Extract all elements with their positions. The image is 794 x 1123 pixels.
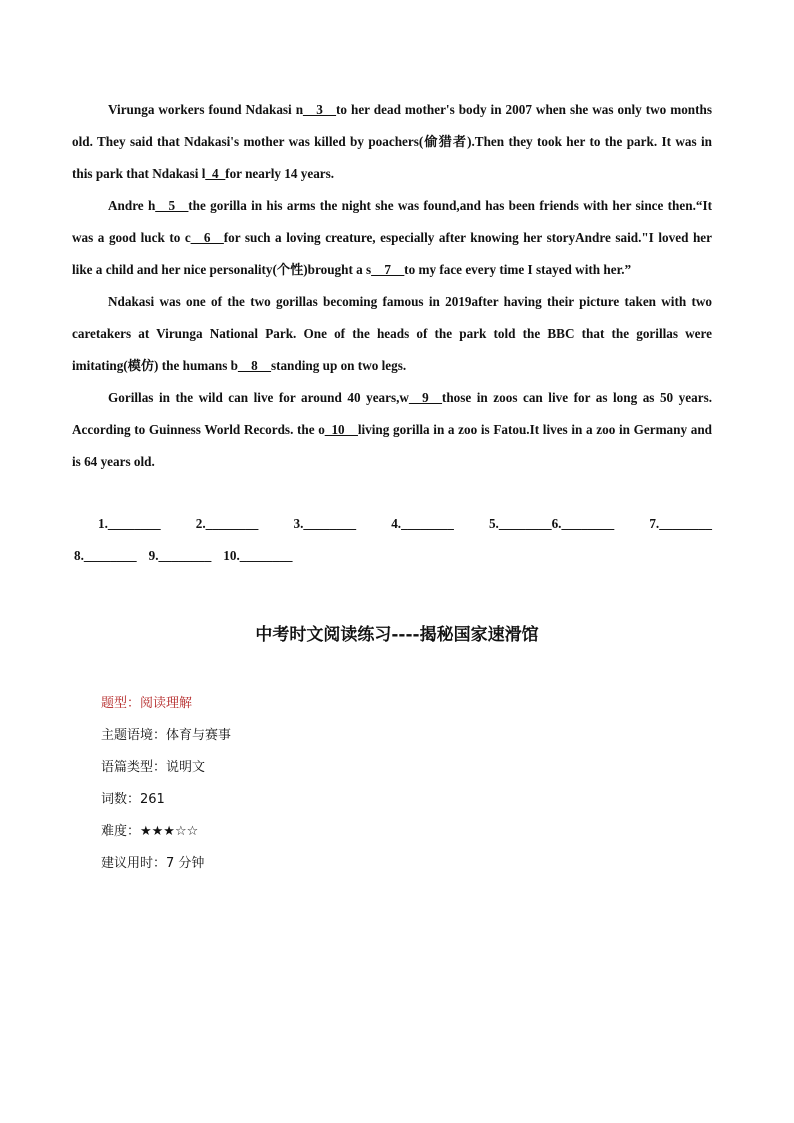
text-segment: for such a loving creature, especially after knowing her storyAndre said."I loved her like a child and her nice personality(个性)brought a s (72, 230, 712, 277)
text-segment: Virunga workers found Ndakasi n (108, 102, 304, 117)
answer-item: 2.________ (195, 516, 259, 531)
answer-item: 1.________ (98, 516, 161, 531)
text-segment: Gorillas in the wild can live for around 40 years,w (108, 390, 409, 405)
answer-item: 8.________ (74, 548, 137, 563)
paragraph-2 (72, 190, 712, 286)
blank-7: __7__ (371, 262, 405, 277)
answer-item: 7.________ (649, 516, 712, 531)
answer-item: 3.________ (293, 516, 357, 531)
text-genre: 语篇类型：说明文 (101, 760, 206, 775)
answer-row-1 (72, 508, 712, 540)
text-segment: the gorilla in his arms the night she was found,and has been friends with her since then.“It was a good luck to c (72, 198, 712, 245)
answer-item: 5.________6.________ (488, 516, 615, 531)
word-count: 词数：261 (101, 792, 165, 807)
answer-row-2 (72, 540, 712, 572)
blank-5: __5__ (155, 198, 189, 213)
blank-10: _10__ (324, 422, 358, 437)
blank-8: __8__ (237, 358, 271, 373)
blank-4: _4_ (205, 166, 226, 181)
blank-3: __3__ (303, 102, 337, 117)
paragraph-1 (72, 94, 712, 190)
text-segment: Andre h (108, 198, 156, 213)
exercise-info (101, 688, 231, 880)
text-segment: Ndakasi was one of the two gorillas becoming famous in 2019after having their picture taken with two caretakers at Virunga National Park. One of the heads of the park told the BBC that the gorillas were imitating(模仿) the humans b (72, 294, 712, 373)
difficulty-rating: 难度：★★★☆☆ (101, 824, 199, 839)
paragraph-4 (72, 382, 712, 478)
text-segment: to my face every time I stayed with her.” (404, 262, 632, 277)
answer-blanks (72, 508, 712, 572)
section-title: 中考时文阅读练习----揭秘国家速滑馆 (255, 625, 539, 645)
text-segment: to her dead mother's body in 2007 when she was only two months old. They said that Ndakasi's mother was killed by poachers(偷猎者).Then they took her to the park. It was in this park that Ndakasi l (72, 102, 712, 181)
text-segment: standing up on two legs. (270, 358, 407, 373)
question-type: 题型：阅读理解 (101, 696, 193, 711)
blank-9: __9__ (408, 390, 442, 405)
reading-passage (72, 94, 712, 478)
paragraph-3 (72, 286, 712, 382)
blank-6: __6__ (190, 230, 224, 245)
answer-item: 10.________ (223, 548, 293, 563)
text-segment: for nearly 14 years. (225, 166, 335, 181)
text-segment: those in zoos can live for as long as 50 years. According to Guinness World Records. the o (72, 390, 712, 437)
theme-context: 主题语境：体育与赛事 (101, 728, 232, 743)
answer-item: 4.________ (391, 516, 454, 531)
suggested-time: 建议用时：7 分钟 (101, 856, 205, 871)
answer-item: 9.________ (148, 548, 212, 563)
text-segment: living gorilla in a zoo is Fatou.It lives in a zoo in Germany and is 64 years old. (72, 422, 712, 469)
